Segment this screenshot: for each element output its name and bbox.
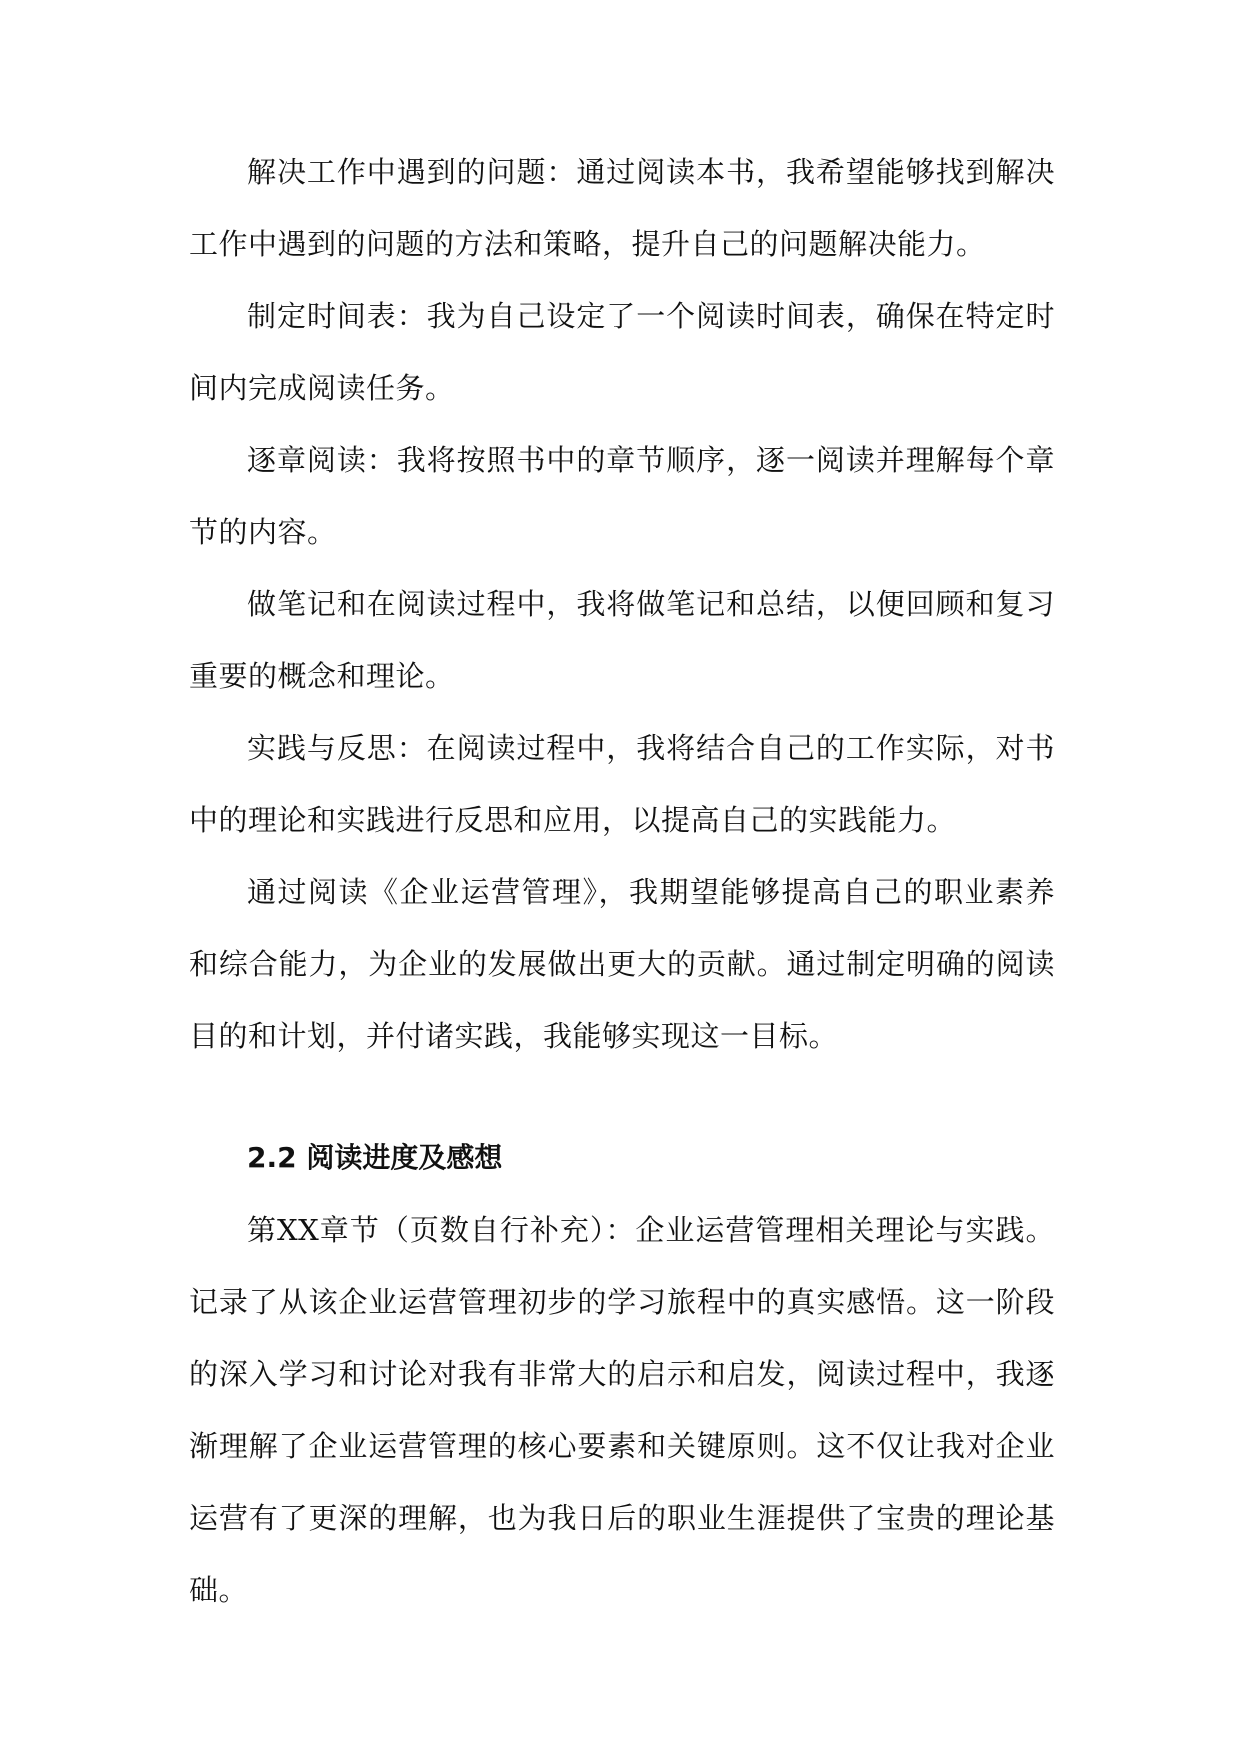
section-heading: 2.2 阅读进度及感想 [247,1141,503,1174]
paragraph-conclusion: 通过阅读《企业运营管理》，我期望能够提高自己的职业素养和综合能力，为企业的发展做出更大的贡献。通过制定明确的阅读目的和计划，并付诸实践，我能够实现这一目标。 [189,875,1055,1053]
paragraph-practice-reflection: 实践与反思：在阅读过程中，我将结合自己的工作实际，对书中的理论和实践进行反思和应用，以提高自己的实践能力。 [189,731,1055,837]
paragraph-notes: 做笔记和在阅读过程中，我将做笔记和总结，以便回顾和复习重要的概念和理论。 [189,587,1055,693]
paragraph-chapter-reading: 逐章阅读：我将按照书中的章节顺序，逐一阅读并理解每个章节的内容。 [189,443,1055,549]
document-page [189,136,1055,1626]
paragraph-problem-solving: 解决工作中遇到的问题：通过阅读本书，我希望能够找到解决工作中遇到的问题的方法和策略，提升自己的问题解决能力。 [189,155,1055,261]
paragraph-reading-progress: 第XX章节（页数自行补充）：企业运营管理相关理论与实践。记录了从该企业运营管理初步的学习旅程中的真实感悟。这一阶段的深入学习和讨论对我有非常大的启示和启发，阅读过程中，我逐渐理解了企业运营管理的核心要素和关键原则。这不仅让我对企业运营有了更深的理解，也为我日后的职业生涯提供了宝贵的理论基础。 [189,1213,1055,1607]
paragraph-schedule: 制定时间表：我为自己设定了一个阅读时间表，确保在特定时间内完成阅读任务。 [189,299,1055,405]
